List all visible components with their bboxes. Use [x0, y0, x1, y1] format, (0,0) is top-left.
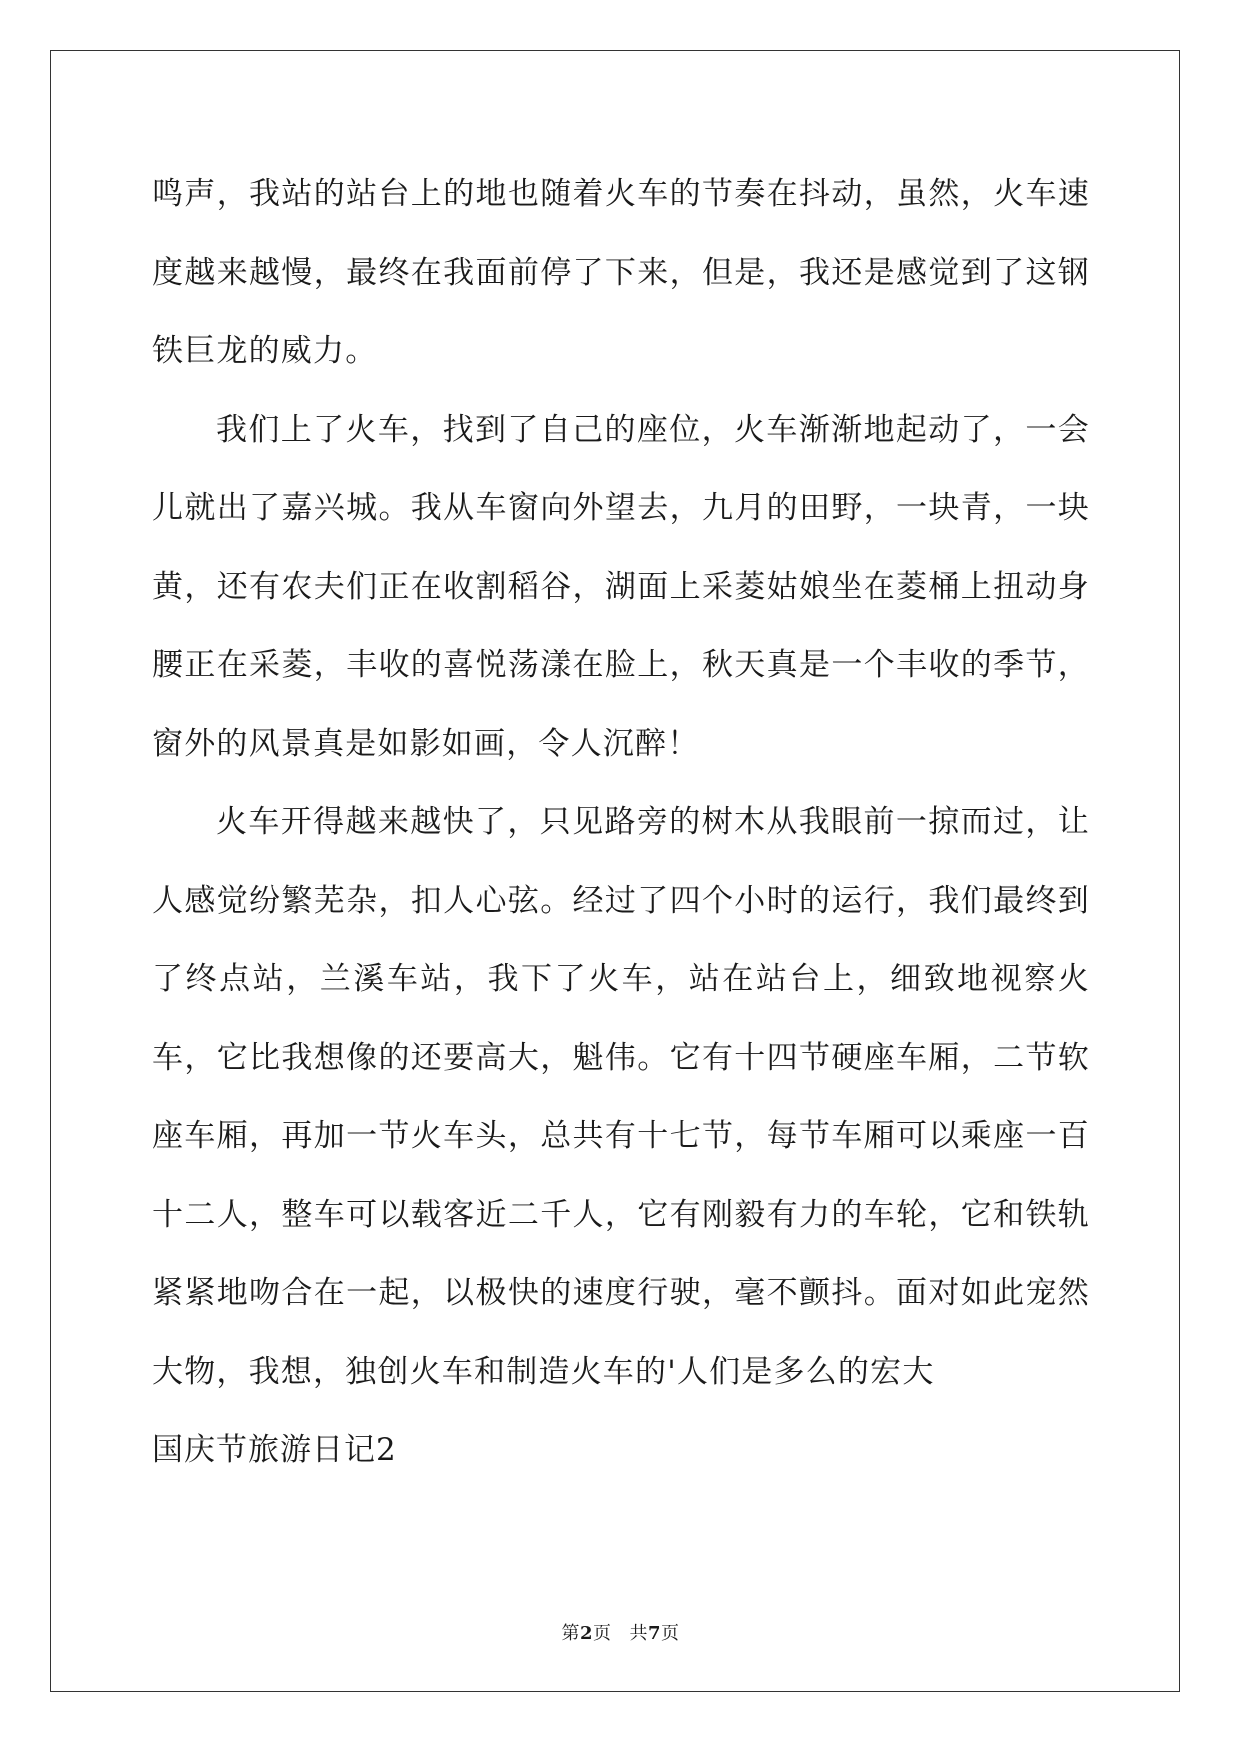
- paragraph-3: 火车开得越来越快了，只见路旁的树木从我眼前一掠而过，让人感觉纷繁芜杂，扣人心弦。经过了四个小时的运行，我们最终到了终点站，兰溪车站，我下了火车，站在站台上，细致地视察火车，它比我想像的还要高大，魁伟。它有十四节硬座车厢，二节软座车厢，再加一节火车头，总共有十七节，每节车厢可以乘座一百十二人，整车可以载客近二千人，它有刚毅有力的车轮，它和铁轨紧紧地吻合在一起，以极快的速度行驶，毫不颤抖。面对如此宠然大物，我想，独创火车和制造火车的'人们是多么的宏大: [152, 804, 1090, 1390]
- paragraph-1: 鸣声，我站的站台上的地也随着火车的节奏在抖动，虽然，火车速度越来越慢，最终在我面前停了下来，但是，我还是感觉到了这钢铁巨龙的威力。: [152, 176, 1090, 369]
- page-number: 2: [579, 1623, 593, 1644]
- page-prefix: 第: [561, 1623, 580, 1644]
- paragraph-2: 我们上了火车，找到了自己的座位，火车渐渐地起动了，一会儿就出了嘉兴城。我从车窗向外望去，九月的田野，一块青，一块黄，还有农夫们正在收割稻谷，湖面上采菱姑娘坐在菱桶上扭动身腰正在采菱，丰收的喜悦荡漾在脸上，秋天真是一个丰收的季节，窗外的风景真是如影如画，令人沉醉！: [152, 411, 1090, 762]
- document-body: [152, 155, 1090, 1490]
- total-prefix: 共: [629, 1623, 648, 1644]
- total-pages: 7: [648, 1623, 662, 1644]
- page-suffix: 页: [593, 1623, 612, 1644]
- total-suffix: 页: [661, 1623, 680, 1644]
- page-footer: [0, 1619, 1241, 1645]
- section-heading: 国庆节旅游日记2: [152, 1432, 397, 1468]
